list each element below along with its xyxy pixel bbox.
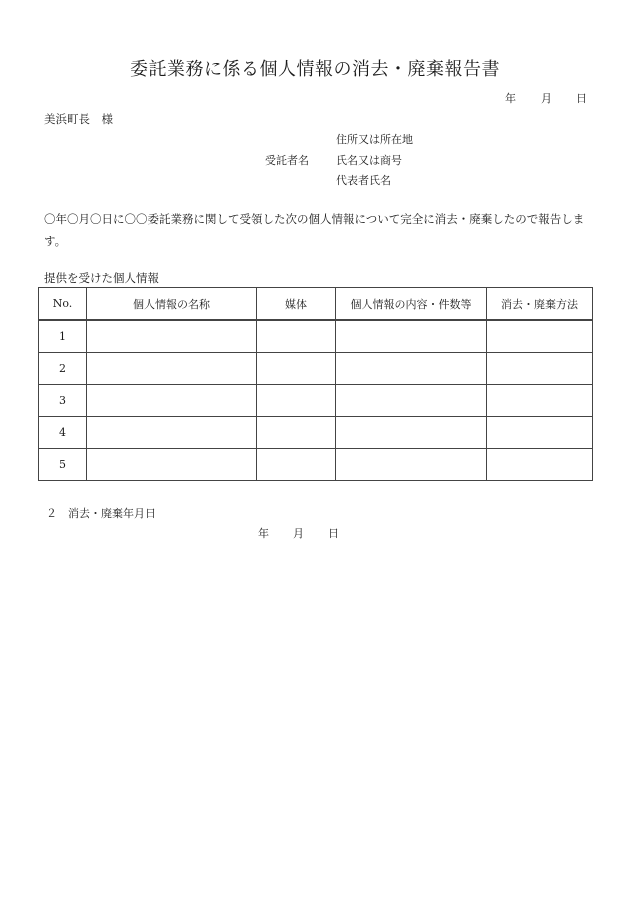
date-month-label: 月 bbox=[541, 92, 552, 105]
row-number: 2 bbox=[39, 353, 87, 385]
cell-content-count[interactable] bbox=[336, 320, 487, 353]
cell-info-name[interactable] bbox=[87, 320, 257, 353]
personal-info-table bbox=[38, 287, 593, 481]
row-number: 4 bbox=[39, 417, 87, 449]
cell-medium[interactable] bbox=[257, 417, 336, 449]
cell-medium[interactable] bbox=[257, 385, 336, 417]
cell-disposal-method[interactable] bbox=[487, 417, 593, 449]
section1-title: 提供を受けた個人情報 bbox=[44, 271, 159, 285]
disposal-date-month-label: 月 bbox=[293, 527, 304, 540]
cell-disposal-method[interactable] bbox=[487, 385, 593, 417]
row-number: 3 bbox=[39, 385, 87, 417]
cell-disposal-method[interactable] bbox=[487, 449, 593, 481]
cell-content-count[interactable] bbox=[336, 353, 487, 385]
header-disposal-method: 消去・廃棄方法 bbox=[487, 288, 593, 321]
table-header-row bbox=[39, 288, 593, 321]
cell-info-name[interactable] bbox=[87, 353, 257, 385]
cell-content-count[interactable] bbox=[336, 449, 487, 481]
cell-content-count[interactable] bbox=[336, 385, 487, 417]
cell-info-name[interactable] bbox=[87, 385, 257, 417]
table-row bbox=[39, 449, 593, 481]
disposal-date-year-label: 年 bbox=[258, 527, 269, 540]
section2-title: ２ 消去・廃棄年月日 bbox=[46, 507, 156, 520]
page-title: 委託業務に係る個人情報の消去・廃棄報告書 bbox=[130, 59, 500, 80]
cell-disposal-method[interactable] bbox=[487, 353, 593, 385]
addressee: 美浜町長 様 bbox=[44, 112, 113, 126]
row-number: 1 bbox=[39, 320, 87, 353]
header-info-name: 個人情報の名称 bbox=[87, 288, 257, 321]
contractor-address-label: 住所又は所在地 bbox=[336, 133, 413, 146]
cell-disposal-method[interactable] bbox=[487, 320, 593, 353]
cell-info-name[interactable] bbox=[87, 417, 257, 449]
cell-medium[interactable] bbox=[257, 320, 336, 353]
table-row bbox=[39, 353, 593, 385]
contractor-representative-label: 代表者氏名 bbox=[336, 174, 391, 187]
header-content-count: 個人情報の内容・件数等 bbox=[336, 288, 487, 321]
cell-content-count[interactable] bbox=[336, 417, 487, 449]
disposal-date-day-label: 日 bbox=[328, 527, 339, 540]
contractor-name-label: 氏名又は商号 bbox=[336, 154, 402, 167]
contractor-label: 受託者名 bbox=[265, 154, 309, 167]
table-row bbox=[39, 320, 593, 353]
table-row bbox=[39, 385, 593, 417]
cell-medium[interactable] bbox=[257, 353, 336, 385]
date-year-label: 年 bbox=[505, 92, 516, 105]
cell-medium[interactable] bbox=[257, 449, 336, 481]
cell-info-name[interactable] bbox=[87, 449, 257, 481]
table-row bbox=[39, 417, 593, 449]
date-day-label: 日 bbox=[576, 92, 587, 105]
header-no: No. bbox=[39, 288, 87, 321]
row-number: 5 bbox=[39, 449, 87, 481]
report-body-text: 〇年〇月〇日に〇〇委託業務に関して受領した次の個人情報について完全に消去・廃棄したので報告します。 bbox=[44, 212, 585, 248]
header-medium: 媒体 bbox=[257, 288, 336, 321]
